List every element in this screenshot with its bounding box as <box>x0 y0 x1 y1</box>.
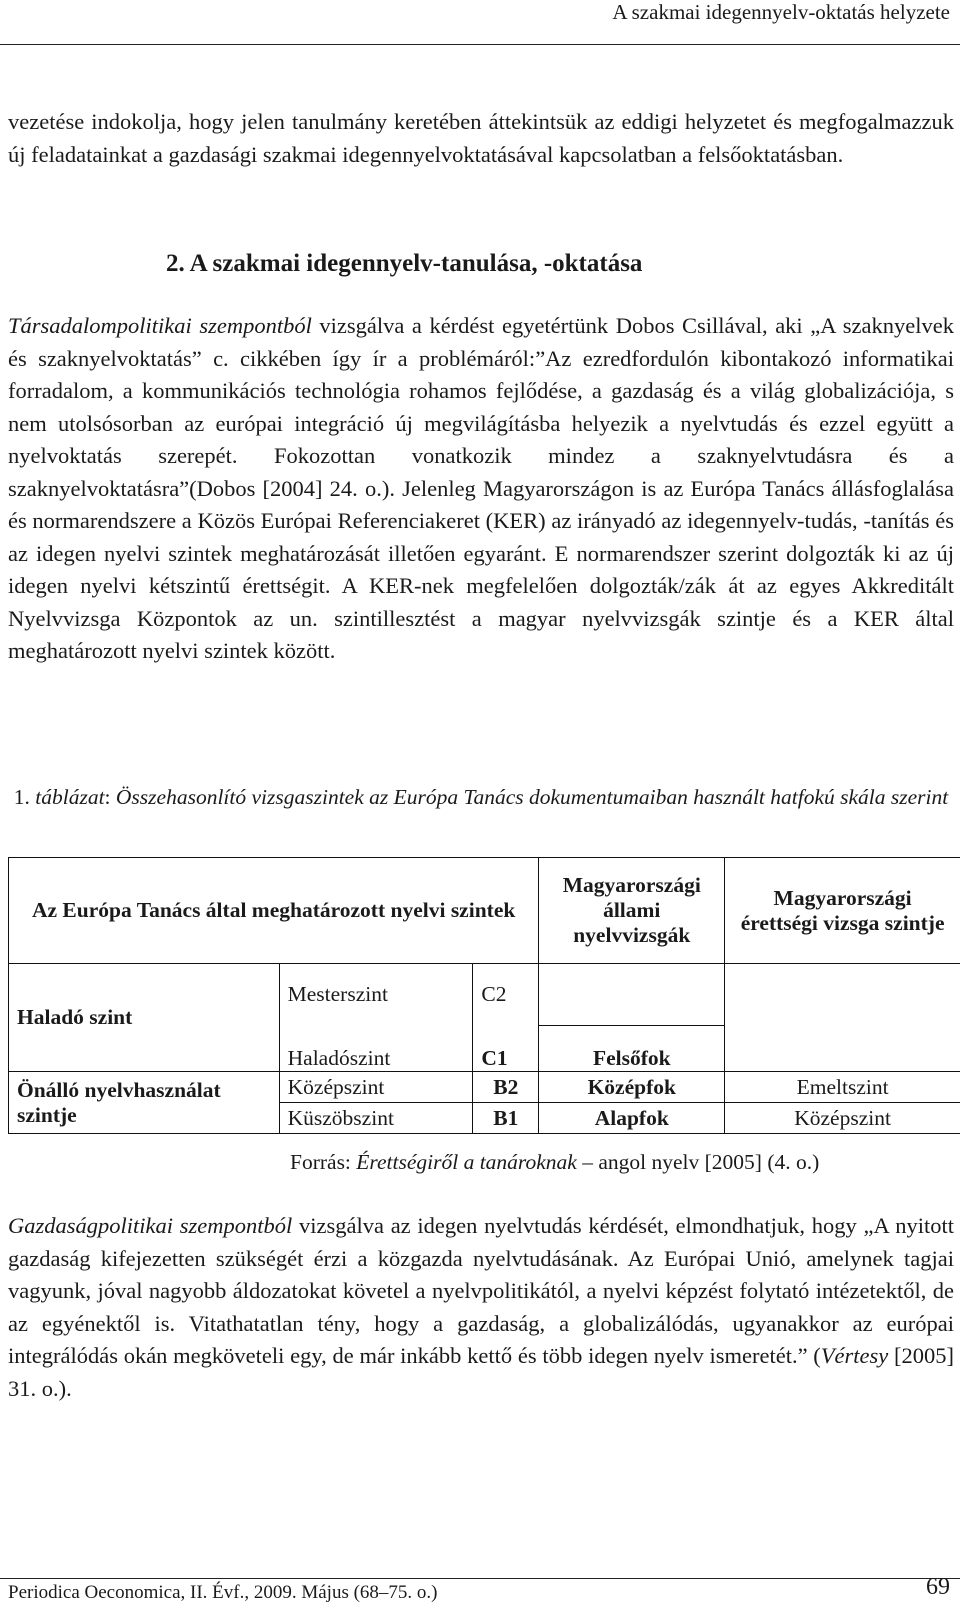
state-exam-cell: Felsőfok <box>539 1026 725 1072</box>
level-name-cell: Középszint <box>279 1072 473 1103</box>
group-cell: Önálló nyelvhasználat szintje <box>9 1072 280 1134</box>
paragraph-body: vizsgálva az idegen nyelvtudás kérdését, elmondhatjuk, hogy „A nyitott gazdaság kifejezetten szükségét érzi a közgazda nyelvtudásának. Az Európai Unió, amelynek tagjai vagyunk, jóval nagyobb áldozatokat követel a nyelvpolitikától, a nyelvi képzést folytató intézetektől, de az egyénektől is. Vitathatatlan tény, hogy a gazdaság, a globalizálódás, ugyanakkor az európai integrálódás okán megköveteli egy, de már inkább kettő és több idegen nyelv ismeretét.” ( <box>8 1213 954 1368</box>
header-cell: Az Európa Tanács által meghatározott nyelvi szintek <box>9 858 539 964</box>
journal-footer: Periodica Oeconomica, II. Évf., 2009. Május (68–75. o.) <box>8 1582 438 1603</box>
level-name-cell: Küszöbszint <box>279 1103 473 1134</box>
table-caption <box>8 782 954 813</box>
level-name-cell: Haladószint <box>279 1026 473 1072</box>
state-exam-cell: Alapfok <box>539 1103 725 1134</box>
italic-lead: Gazdaságpolitikai szempontból <box>8 1213 293 1238</box>
level-code-cell: C1 <box>473 1026 539 1072</box>
levels-table <box>8 857 960 1134</box>
running-head: A szakmai idegennyelv-oktatás helyzete <box>612 0 950 24</box>
level-code-cell: C2 <box>473 964 539 1026</box>
caption-label: táblázat <box>35 785 105 809</box>
source-lead: Forrás: <box>290 1150 357 1174</box>
header-rule <box>0 44 960 45</box>
header-cell: Magyarországi állami nyelvvizsgák <box>539 858 725 964</box>
level-code-cell: B2 <box>473 1072 539 1103</box>
section-heading: 2. A szakmai idegennyelv-tanulása, -oktatása <box>166 250 643 277</box>
matura-cell: Középszint <box>725 1103 960 1134</box>
level-name-cell: Mesterszint <box>279 964 473 1026</box>
caption-number: 1. <box>13 785 30 809</box>
paragraph-economic-policy <box>8 1210 954 1405</box>
paragraph-social-policy <box>8 310 954 668</box>
level-code-cell: B1 <box>473 1103 539 1134</box>
matura-cell <box>725 964 960 1072</box>
caption-text: Összehasonlító vizsgaszintek az Európa Tanács dokumentumaiban használt hatfokú skála szerint <box>110 785 949 809</box>
footer-rule <box>0 1578 960 1579</box>
italic-lead: Társadalompolitikai szempontból <box>8 313 312 338</box>
state-exam-cell: Középfok <box>539 1072 725 1103</box>
paragraph-body: vizsgálva a kérdést egyetértünk Dobos Csillával, aki „A szaknyelvek és szaknyelvoktatás” c. cikkében így ír a problémáról:”Az ezredfordulón kibontakozó informatikai forradalom, a kommunikációs technológia rohamos fejlődése, a gazdaság és a világ globalizációja, s nem utolsósorban az európai integráció új megvilágításba helyezik a nyelvtudás és ezzel együtt a nyelvoktatás szerepét. Fokozottan vonatkozik mindez a szaknyelvtudásra és a szaknyelvoktatásra”(Dobos [2004] 24. o.). Jelenleg Magyarországon is az Európa Tanács állásfoglalása és normarendszere a Közös Európai Referenciakeret (KER) az irányadó az idegennyelv-tudás, -tanítás és az idegen nyelvi szintek meghatározását illetően egyaránt. E normarendszer szerint dolgozták ki az új idegen nyelvi kétszintű érettségit. A KER-nek megfelelően dolgozták/zák át az egyes Akkreditált Nyelvvizsga Központok az un. szintillesztést a magyar nyelvvizsgák szintje és a KER által meghatározott nyelvi szintek között. <box>8 313 954 663</box>
citation-author: Vértesy <box>820 1343 889 1368</box>
header-cell: Magyarországi érettségi vizsga szintje <box>725 858 960 964</box>
source-title: Érettségiről a tanároknak <box>356 1150 577 1174</box>
table-source <box>290 1150 819 1175</box>
matura-cell: Emeltszint <box>725 1072 960 1103</box>
state-exam-cell <box>539 964 725 1026</box>
citation-tail: [2005] 31. o.). <box>8 1343 954 1401</box>
group-cell: Haladó szint <box>9 964 280 1072</box>
paragraph-intro: vezetése indokolja, hogy jelen tanulmány keretében áttekintsük az eddigi helyzetet és megfogalmazzuk új feladatainkat a gazdasági szakmai idegennyelvoktatásával kapcsolatban a felsőoktatásban. <box>8 109 954 167</box>
source-rest: – angol nyelv [2005] (4. o.) <box>576 1150 820 1174</box>
caption-colon: : <box>104 785 111 809</box>
page-number: 69 <box>926 1574 950 1600</box>
